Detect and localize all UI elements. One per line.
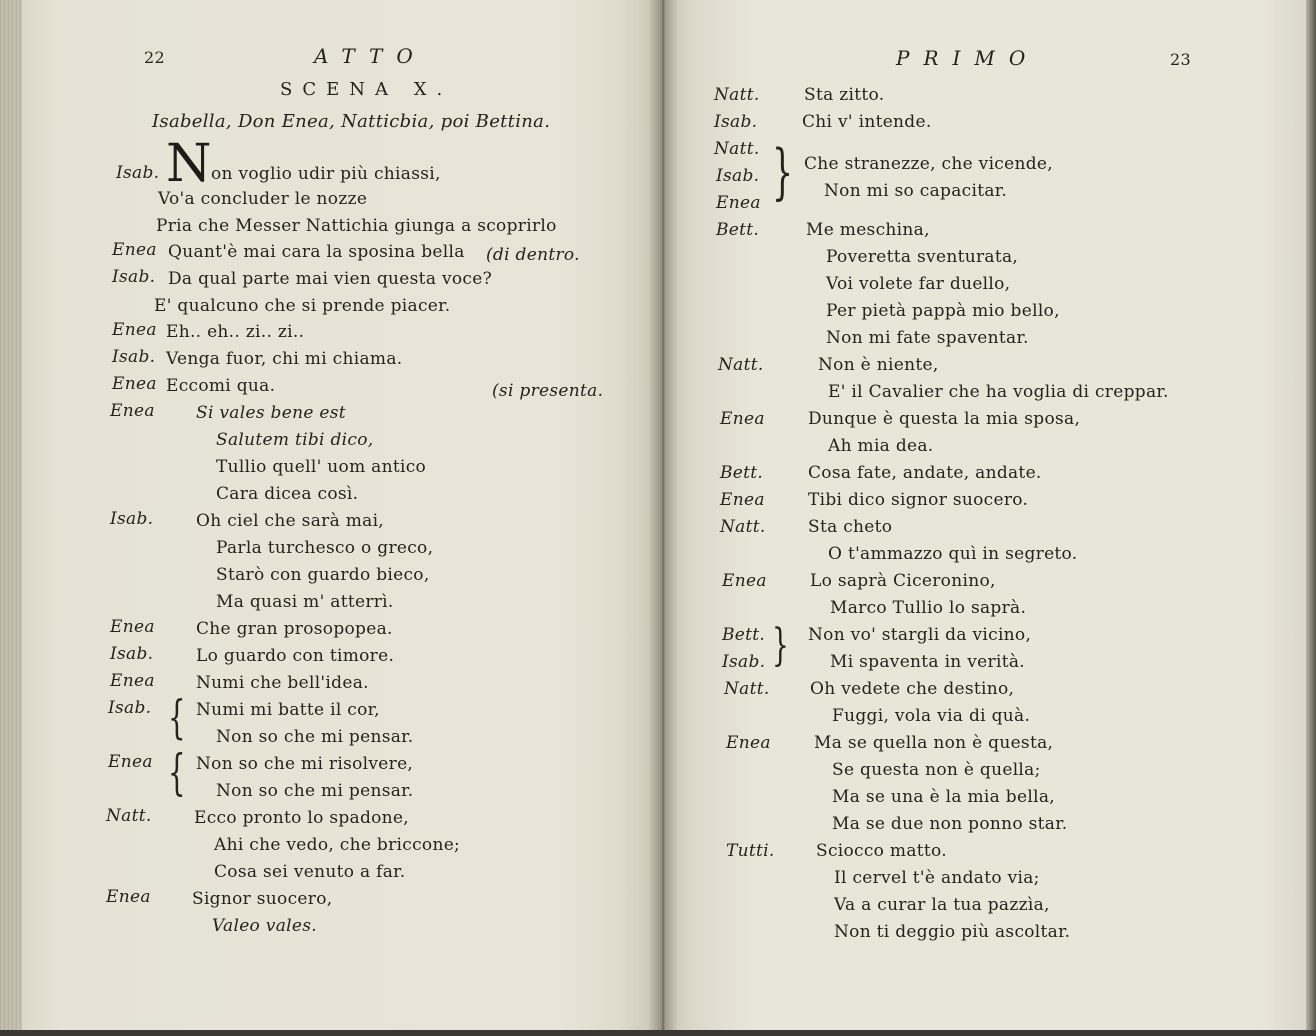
verse-line: Numi che bell'idea. — [196, 673, 369, 693]
verse-line: Lo saprà Ciceronino, — [810, 571, 996, 591]
verse-line: Non so che mi pensar. — [216, 781, 414, 801]
right-cover-edge — [1306, 0, 1316, 1036]
speaker: Isab. — [112, 267, 156, 287]
verse-line: Da qual parte mai vien questa voce? — [168, 269, 492, 289]
verse-line: Cosa fate, andate, andate. — [808, 463, 1042, 483]
verse-line: Mi spaventa in verità. — [830, 652, 1025, 672]
verse-line: Se questa non è quella; — [832, 760, 1041, 780]
speaker: Isab. — [110, 509, 154, 529]
speaker: Natt. — [714, 139, 760, 159]
speaker: Bett. — [720, 463, 764, 483]
speaker: Natt. — [106, 806, 152, 826]
speaker: Natt. — [720, 517, 766, 537]
brace-right: } — [772, 620, 789, 671]
verse-line: Non mi fate spaventar. — [826, 328, 1029, 348]
verse-line: Fuggi, vola via di quà. — [832, 706, 1031, 726]
brace-left: { — [168, 690, 186, 744]
speaker: Bett. — [716, 220, 760, 240]
verse-line: Vo'a concluder le nozze — [158, 189, 368, 209]
speaker: Enea — [112, 374, 157, 394]
verse-line: Ma se una è la mia bella, — [832, 787, 1055, 807]
verse-line: Ma se due non ponno star. — [832, 814, 1068, 834]
verse-line: Sta cheto — [808, 517, 893, 537]
verse-line: Ahi che vedo, che briccone; — [214, 835, 461, 855]
verse-line: Signor suocero, — [192, 889, 333, 909]
page-stack-edge — [0, 0, 22, 1036]
brace-right: } — [772, 137, 794, 207]
verse-line: Numi mi batte il cor, — [196, 700, 380, 720]
speaker: Isab. — [112, 347, 156, 367]
speaker: Enea — [110, 671, 155, 691]
verse-line: Quant'è mai cara la sposina bella — [168, 242, 465, 262]
verse-line: Non vo' stargli da vicino, — [808, 625, 1032, 645]
verse-line: Venga fuor, chi mi chiama. — [166, 349, 403, 369]
verse-line: Starò con guardo bieco, — [216, 565, 430, 585]
speaker: Natt. — [714, 85, 760, 105]
running-head-left: ATTO — [314, 44, 427, 68]
speaker: Enea — [726, 733, 771, 753]
verse-line: Il cervel t'è andato via; — [834, 868, 1040, 888]
verse-line: Tullio quell' uom antico — [216, 457, 427, 477]
verse-line: Non è niente, — [818, 355, 939, 375]
speaker: Enea — [110, 617, 155, 637]
verse-line: Dunque è questa la mia sposa, — [808, 409, 1081, 429]
brace-left: { — [168, 743, 186, 801]
verse-line: Che stranezze, che vicende, — [804, 154, 1053, 174]
verse-line: Non so che mi risolvere, — [196, 754, 414, 774]
speaker: Enea — [716, 193, 761, 213]
speaker: Isab. — [716, 166, 760, 186]
speaker: Enea — [110, 401, 155, 421]
speaker: Enea — [106, 887, 151, 907]
verse-line: Che gran prosopopea. — [196, 619, 393, 639]
bottom-cover-edge — [0, 1030, 1316, 1036]
verse-line: Si vales bene est — [196, 403, 346, 423]
speaker: Natt. — [724, 679, 770, 699]
verse-line: Marco Tullio lo saprà. — [830, 598, 1027, 618]
verse-line: E' qualcuno che si prende piacer. — [154, 296, 451, 316]
verse-line: Chi v' intende. — [802, 112, 932, 132]
verse-line: Salutem tibi dico, — [216, 430, 374, 450]
running-head-right: PRIMO — [896, 46, 1040, 70]
speaker: Enea — [108, 752, 153, 772]
verse-line: Voi volete far duello, — [826, 274, 1011, 294]
book-gutter — [648, 0, 678, 1036]
verse-line: Lo guardo con timore. — [196, 646, 395, 666]
verse-line: Poveretta sventurata, — [826, 247, 1019, 267]
speaker: Enea — [720, 490, 765, 510]
drop-cap: N — [166, 134, 212, 194]
verse-line: Per pietà pappà mio bello, — [826, 301, 1060, 321]
verse-line: on voglio udir più chiassi, — [211, 164, 441, 184]
page-number-right: 23 — [1170, 50, 1191, 69]
verse-line: Cara dicea così. — [216, 484, 359, 504]
verse-line: Parla turchesco o greco, — [216, 538, 434, 558]
stage-direction: (si presenta. — [492, 381, 604, 401]
verse-line: Valeo vales. — [212, 916, 317, 936]
speaker: Tutti. — [726, 841, 775, 861]
verse-line: E' il Cavalier che ha voglia di creppar. — [828, 382, 1169, 402]
stage-direction: (di dentro. — [486, 245, 580, 265]
speaker: Natt. — [718, 355, 764, 375]
verse-line: Tibi dico signor suocero. — [808, 490, 1029, 510]
verse-line: Non ti deggio più ascoltar. — [834, 922, 1071, 942]
speaker: Isab. — [110, 644, 154, 664]
speaker: Bett. — [722, 625, 766, 645]
verse-line: Oh ciel che sarà mai, — [196, 511, 385, 531]
verse-line: Pria che Messer Nattichia giunga a scoprirlo — [156, 216, 557, 236]
speaker: Isab. — [108, 698, 152, 718]
scene-title: SCENA X. — [280, 79, 453, 100]
verse-line: Ma se quella non è questa, — [814, 733, 1054, 753]
verse-line: Ma quasi m' atterrì. — [216, 592, 394, 612]
verse-line: Sta zitto. — [804, 85, 885, 105]
verse-line: Me meschina, — [806, 220, 930, 240]
speaker: Enea — [722, 571, 767, 591]
page-number-left: 22 — [144, 48, 165, 67]
verse-line: Ah mia dea. — [828, 436, 934, 456]
speaker: Enea — [720, 409, 765, 429]
speaker: Enea — [112, 240, 157, 260]
verse-line: Sciocco matto. — [816, 841, 947, 861]
speaker: Isab. — [722, 652, 766, 672]
scene-characters: Isabella, Don Enea, Natticbia, poi Bettina. — [152, 111, 551, 132]
verse-line: Oh vedete che destino, — [810, 679, 1015, 699]
verse-line: Cosa sei venuto a far. — [214, 862, 406, 882]
speaker: Enea — [112, 320, 157, 340]
verse-line: Ecco pronto lo spadone, — [194, 808, 410, 828]
speaker: Isab. — [714, 112, 758, 132]
verse-line: O t'ammazzo quì in segreto. — [828, 544, 1078, 564]
verse-line: Eh.. eh.. zi.. zi.. — [166, 322, 305, 342]
verse-line: Non mi so capacitar. — [824, 181, 1008, 201]
verse-line: Non so che mi pensar. — [216, 727, 414, 747]
verse-line: Va a curar la tua pazzìa, — [834, 895, 1050, 915]
verse-line: Eccomi qua. — [166, 376, 276, 396]
speaker: Isab. — [116, 163, 160, 183]
